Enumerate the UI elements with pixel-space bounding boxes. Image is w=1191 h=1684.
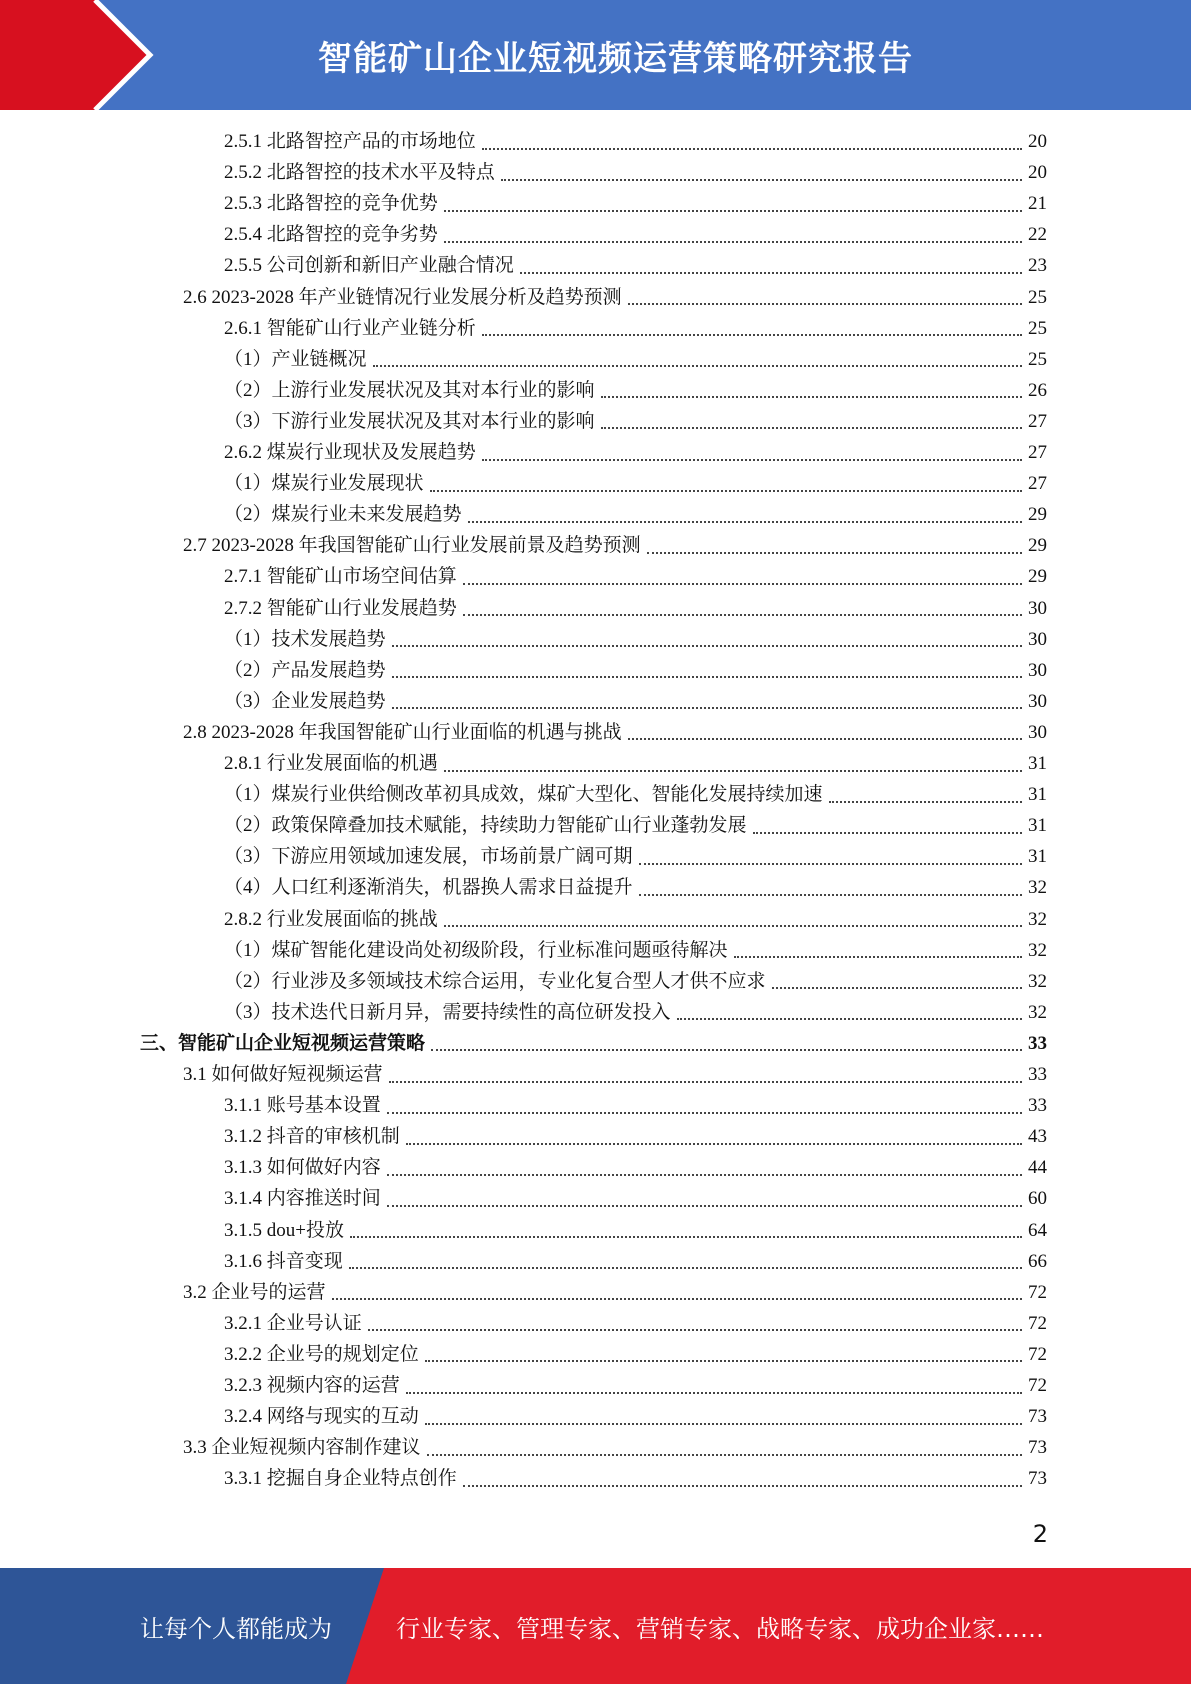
toc-entry[interactable] — [183, 282, 1047, 313]
toc-entry-title: （2）上游行业发展状况及其对本行业的影响 — [224, 379, 595, 401]
toc-entry-title: 2.5.1 北路智控产品的市场地位 — [224, 131, 476, 152]
footer-slogan-right: 行业专家、管理专家、营销专家、战略专家、成功企业家…… — [396, 1614, 1044, 1643]
toc-entry[interactable] — [224, 1090, 1047, 1121]
toc-entry-title: 2.7.1 智能矿山市场空间估算 — [224, 566, 457, 588]
toc-dot-leader — [425, 1360, 1022, 1362]
toc-entry-title: 3.2.1 企业号认证 — [224, 1312, 362, 1334]
toc-dot-leader — [387, 1174, 1022, 1176]
toc-dot-leader — [425, 1423, 1022, 1425]
toc-entry-title: 2.6.1 智能矿山行业产业链分析 — [224, 317, 476, 339]
toc-entry-title: 2.5.4 北路智控的竞争劣势 — [224, 224, 438, 246]
toc-dot-leader — [520, 272, 1022, 274]
toc-entry-title: （2）煤炭行业未来发展趋势 — [224, 504, 462, 526]
toc-entry-page: 31 — [1028, 846, 1047, 868]
toc-dot-leader — [468, 521, 1022, 523]
toc-entry-page: 72 — [1028, 1375, 1047, 1396]
toc-dot-leader — [332, 1298, 1022, 1300]
toc-dot-leader — [431, 1049, 1022, 1051]
toc-entry-page: 72 — [1028, 1343, 1047, 1365]
toc-entry-title: 3.2.4 网络与现实的互动 — [224, 1406, 419, 1428]
toc-entry-title: 2.7.2 智能矿山行业发展趋势 — [224, 597, 457, 619]
toc-entry-page: 32 — [1028, 970, 1047, 992]
toc-entry-title: 三、智能矿山企业短视频运营策略 — [140, 1032, 426, 1054]
toc-dot-leader — [482, 334, 1022, 336]
toc-entry[interactable] — [224, 624, 1047, 655]
page-header — [0, 0, 1191, 110]
toc-entry-title: （2）产品发展趋势 — [224, 659, 386, 681]
toc-entry[interactable] — [224, 375, 1047, 406]
toc-entry-page: 20 — [1028, 162, 1047, 184]
toc-entry[interactable] — [224, 686, 1047, 717]
toc-entry-title: （1）煤矿智能化建设尚处初级阶段，行业标准问题亟待解决 — [224, 939, 728, 961]
toc-entry-page: 64 — [1028, 1219, 1047, 1241]
toc-dot-leader — [628, 303, 1022, 305]
toc-entry-title: 3.3.1 挖掘自身企业特点创作 — [224, 1468, 457, 1490]
toc-entry[interactable] — [183, 1277, 1047, 1308]
toc-dot-leader — [392, 645, 1022, 647]
toc-entry-page: 30 — [1028, 690, 1047, 712]
toc-entry-page: 60 — [1028, 1188, 1047, 1210]
toc-entry-title: 3.2.3 视频内容的运营 — [224, 1375, 400, 1396]
toc-entry[interactable] — [224, 593, 1047, 624]
toc-entry-page: 27 — [1028, 442, 1047, 463]
toc-dot-leader — [463, 614, 1022, 616]
toc-entry-page: 73 — [1028, 1468, 1047, 1490]
toc-entry-page: 72 — [1028, 1281, 1047, 1303]
toc-entry-page: 22 — [1028, 224, 1047, 246]
toc-entry[interactable] — [224, 1370, 1047, 1401]
toc-entry-page: 31 — [1028, 815, 1047, 837]
toc-dot-leader — [463, 1485, 1022, 1487]
toc-entry[interactable] — [224, 1152, 1047, 1183]
toc-entry-title: （1）产业链概况 — [224, 348, 367, 370]
toc-entry[interactable] — [224, 313, 1047, 344]
toc-dot-leader — [639, 894, 1022, 896]
page-footer — [0, 1568, 1191, 1684]
toc-entry-page: 32 — [1028, 1001, 1047, 1023]
toc-entry-title: （1）煤炭行业供给侧改革初具成效，煤矿大型化、智能化发展持续加速 — [224, 784, 823, 806]
toc-entry-page: 29 — [1028, 504, 1047, 526]
toc-dot-leader — [601, 427, 1022, 429]
toc-dot-leader — [463, 583, 1022, 585]
toc-entry-page: 33 — [1028, 1064, 1047, 1085]
toc-entry[interactable] — [224, 406, 1047, 437]
toc-entry-title: 2.8 2023-2028 年我国智能矿山行业面临的机遇与挑战 — [183, 721, 622, 743]
toc-entry-page: 32 — [1028, 908, 1047, 930]
toc-dot-leader — [829, 801, 1022, 803]
toc-entry[interactable] — [224, 219, 1047, 250]
toc-dot-leader — [601, 396, 1022, 398]
toc-entry-title: 2.8.1 行业发展面临的机遇 — [224, 753, 438, 774]
toc-entry-title: 2.5.2 北路智控的技术水平及特点 — [224, 162, 495, 184]
toc-entry[interactable] — [224, 1121, 1047, 1152]
toc-entry-title: （1）技术发展趋势 — [224, 628, 386, 650]
toc-dot-leader — [430, 490, 1022, 492]
toc-entry-page: 66 — [1028, 1250, 1047, 1272]
toc-entry-title: 3.3 企业短视频内容制作建议 — [183, 1437, 421, 1459]
toc-dot-leader — [389, 1081, 1022, 1083]
toc-entry-title: 2.6 2023-2028 年产业链情况行业发展分析及趋势预测 — [183, 286, 622, 308]
toc-entry[interactable] — [224, 904, 1047, 935]
toc-entry[interactable] — [224, 1183, 1047, 1214]
toc-entry-page: 21 — [1028, 193, 1047, 215]
toc-entry[interactable] — [224, 655, 1047, 686]
toc-entry[interactable] — [183, 1059, 1047, 1090]
toc-entry[interactable] — [224, 1246, 1047, 1277]
page-number: 2 — [1032, 1520, 1048, 1548]
toc-dot-leader — [368, 1329, 1022, 1331]
toc-dot-leader — [482, 459, 1022, 461]
toc-entry-page: 20 — [1028, 131, 1047, 152]
toc-entry[interactable] — [224, 966, 1047, 997]
toc-entry[interactable] — [224, 748, 1047, 779]
toc-entry-title: 3.2.2 企业号的规划定位 — [224, 1343, 419, 1365]
toc-entry-page: 31 — [1028, 784, 1047, 806]
toc-entry-title: （3）企业发展趋势 — [224, 690, 386, 712]
toc-entry[interactable] — [224, 188, 1047, 219]
toc-entry-title: 3.1.6 抖音变现 — [224, 1250, 343, 1272]
toc-entry[interactable] — [183, 530, 1047, 561]
toc-entry-title: 2.8.2 行业发展面临的挑战 — [224, 908, 438, 930]
toc-dot-leader — [427, 1454, 1022, 1456]
toc-entry[interactable] — [183, 1432, 1047, 1463]
toc-dot-leader — [647, 552, 1022, 554]
toc-entry[interactable] — [224, 126, 1047, 157]
toc-dot-leader — [772, 987, 1022, 989]
toc-dot-leader — [734, 956, 1022, 958]
toc-entry-title: （3）下游应用领域加速发展，市场前景广阔可期 — [224, 846, 633, 868]
toc-entry-title: 3.1.2 抖音的审核机制 — [224, 1126, 400, 1148]
toc-entry-page: 31 — [1028, 753, 1047, 774]
toc-dot-leader — [753, 832, 1022, 834]
toc-entry-title: 3.1.4 内容推送时间 — [224, 1188, 381, 1210]
toc-entry-page: 43 — [1028, 1126, 1047, 1148]
toc-entry[interactable] — [224, 157, 1047, 188]
toc-entry-page: 25 — [1028, 286, 1047, 308]
toc-entry[interactable] — [224, 997, 1047, 1028]
toc-entry-page: 29 — [1028, 566, 1047, 588]
toc-entry[interactable] — [224, 1339, 1047, 1370]
toc-dot-leader — [392, 676, 1022, 678]
toc-entry[interactable] — [224, 1463, 1047, 1494]
toc-entry[interactable] — [224, 872, 1047, 903]
toc-entry-page: 23 — [1028, 255, 1047, 277]
toc-entry[interactable] — [224, 1308, 1047, 1339]
toc-entry-title: 3.1.3 如何做好内容 — [224, 1157, 381, 1179]
toc-entry-page: 32 — [1028, 877, 1047, 899]
toc-entry-page: 33 — [1028, 1095, 1047, 1117]
toc-entry-page: 30 — [1028, 628, 1047, 650]
toc-entry[interactable] — [224, 437, 1047, 468]
toc-dot-leader — [444, 925, 1022, 927]
toc-entry-page: 25 — [1028, 317, 1047, 339]
footer-slogan-left: 让每个人都能成为 — [140, 1614, 332, 1643]
toc-dot-leader — [444, 241, 1022, 243]
toc-entry[interactable] — [224, 344, 1047, 375]
toc-entry-page: 26 — [1028, 379, 1047, 401]
toc-dot-leader — [406, 1392, 1022, 1394]
toc-entry-title: （3）技术迭代日新月异，需要持续性的高位研发投入 — [224, 1001, 671, 1023]
toc-entry[interactable] — [224, 841, 1047, 872]
toc-entry[interactable] — [224, 250, 1047, 281]
toc-entry-title: （2）政策保障叠加技术赋能，持续助力智能矿山行业蓬勃发展 — [224, 815, 747, 837]
toc-entry-title: 3.2 企业号的运营 — [183, 1281, 326, 1303]
toc-entry-page: 30 — [1028, 597, 1047, 619]
toc-entry-page: 73 — [1028, 1406, 1047, 1428]
toc-dot-leader — [373, 365, 1022, 367]
toc-entry[interactable] — [224, 1215, 1047, 1246]
toc-dot-leader — [501, 179, 1022, 181]
toc-entry-title: 2.7 2023-2028 年我国智能矿山行业发展前景及趋势预测 — [183, 535, 641, 557]
toc-entry-page: 25 — [1028, 348, 1047, 370]
toc-entry-title: 2.5.5 公司创新和新旧产业融合情况 — [224, 255, 514, 277]
toc-entry[interactable] — [224, 810, 1047, 841]
toc-dot-leader — [628, 738, 1022, 740]
toc-dot-leader — [392, 707, 1022, 709]
report-title: 智能矿山企业短视频运营策略研究报告 — [318, 38, 913, 79]
toc-entry[interactable] — [224, 1401, 1047, 1432]
toc-entry-page: 27 — [1028, 473, 1047, 495]
toc-entry-title: （3）下游行业发展状况及其对本行业的影响 — [224, 410, 595, 432]
toc-entry-title: 3.1 如何做好短视频运营 — [183, 1064, 383, 1085]
toc-entry-page: 27 — [1028, 410, 1047, 432]
toc-entry-title: 2.5.3 北路智控的竞争优势 — [224, 193, 438, 215]
toc-dot-leader — [387, 1205, 1022, 1207]
toc-dot-leader — [482, 148, 1022, 150]
toc-entry-page: 30 — [1028, 659, 1047, 681]
toc-entry[interactable] — [224, 561, 1047, 592]
toc-entry[interactable] — [224, 935, 1047, 966]
toc-entry-page: 29 — [1028, 535, 1047, 557]
toc-entry-title: 3.1.5 dou+投放 — [224, 1219, 344, 1241]
toc-dot-leader — [387, 1112, 1022, 1114]
toc-entry-page: 30 — [1028, 721, 1047, 743]
toc-entry[interactable] — [183, 717, 1047, 748]
toc-dot-leader — [677, 1018, 1022, 1020]
toc-entry-page: 44 — [1028, 1157, 1047, 1179]
toc-entry-page: 73 — [1028, 1437, 1047, 1459]
toc-entry-title: 2.6.2 煤炭行业现状及发展趋势 — [224, 442, 476, 463]
toc-dot-leader — [444, 210, 1022, 212]
toc-entry-title: （1）煤炭行业发展现状 — [224, 473, 424, 495]
toc-dot-leader — [350, 1236, 1022, 1238]
toc-dot-leader — [639, 863, 1022, 865]
toc-entry[interactable] — [224, 779, 1047, 810]
toc-entry-page: 33 — [1028, 1032, 1047, 1054]
toc-entry[interactable] — [224, 468, 1047, 499]
toc-dot-leader — [444, 770, 1022, 772]
toc-entry[interactable] — [224, 499, 1047, 530]
toc-dot-leader — [406, 1143, 1022, 1145]
toc-dot-leader — [349, 1267, 1022, 1269]
toc-entry-title: 3.1.1 账号基本设置 — [224, 1095, 381, 1117]
toc-entry-page: 32 — [1028, 939, 1047, 961]
toc-entry[interactable] — [140, 1028, 1047, 1059]
toc-entry-title: （4）人口红利逐渐消失，机器换人需求日益提升 — [224, 877, 633, 899]
toc-entry-title: （2）行业涉及多领域技术综合运用，专业化复合型人才供不应求 — [224, 970, 766, 992]
toc-entry-page: 72 — [1028, 1312, 1047, 1334]
